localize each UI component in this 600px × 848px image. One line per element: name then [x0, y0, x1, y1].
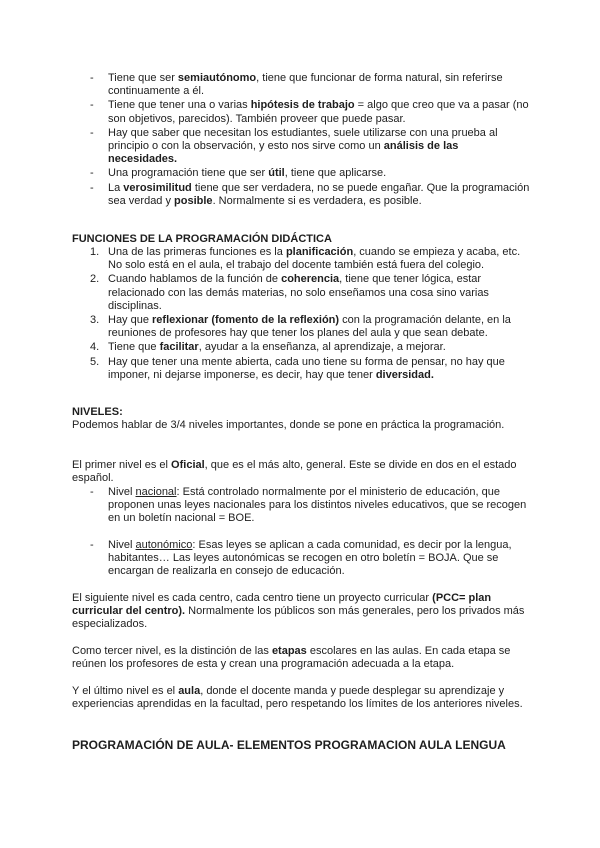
list-item: 4. Tiene que facilitar, ayudar a la enseñanza, al aprendizaje, a mejorar. [90, 341, 446, 354]
list-item: - Nivel nacional: Está controlado normalmente por el ministerio de educación, que proponen unas leyes nacionales para los distintos niveles educativos, que se recogen en un boletín nacional = BOE. [90, 486, 530, 526]
paragraph-etapas: Como tercer nivel, es la distinción de las etapas escolares en las aulas. En cada etapa se reúnen los profesores de esta y crean una programación adecuada a la etapa. [72, 645, 511, 671]
list-item: 2. Cuando hablamos de la función de coherencia, tiene que tener lógica, estar relacionado con las demás materias, no solo enseñamos una cosa sino varias disciplinas. [90, 273, 489, 312]
list-item: 5. Hay que tener una mente abierta, cada uno tiene su forma de pensar, no hay que imponer, ni dejarse imponerse, es decir, hay que tener diversidad. [90, 355, 505, 381]
nivel-nacional-list [90, 486, 530, 527]
paragraph-centro: El siguiente nivel es cada centro, cada centro tiene un proyecto curricular (PCC= plan curricular del centro). Normalmente los públicos son más generales, pero los privados más especializados. [72, 592, 525, 631]
list-item: - La verosimilitud tiene que ser verdadera, no se puede engañar. Que la programación sea verdad y posible. Normalmente si es verdadera, es posible. [90, 182, 530, 208]
niveles-heading: NIVELES: [72, 406, 123, 418]
paragraph-aula: Y el último nivel es el aula, donde el docente manda y puede desplegar su aprendizaje y experiencias aprendidas en la facultad, pero respetando los límites de los anteriores niveles. [72, 685, 523, 711]
list-item: - Una programación tiene que ser útil, tiene que aplicarse. [90, 167, 530, 180]
list-item: - Tiene que tener una o varias hipótesis de trabajo = algo que creo que va a pasar (no son objetivos, parecidos). También proveer que puede pasar. [90, 99, 530, 125]
list-item: - Hay que saber que necesitan los estudiantes, suele utilizarse con una prueba al principio o con la observación, y esto nos sirve como un análisis de las necesidades. [90, 127, 530, 167]
funciones-list [90, 246, 530, 383]
nivel-autonomico-list [90, 539, 530, 580]
list-item: 1. Una de las primeras funciones es la planificación, cuando se empieza y acaba, etc. No solo está en el aula, el trabajo del docente también está fuera del colegio. [90, 246, 521, 272]
funciones-heading: FUNCIONES DE LA PROGRAMACIÓN DIDÁCTICA [72, 233, 332, 245]
intro-list [90, 72, 530, 209]
list-item: - Tiene que ser semiautónomo, tiene que funcionar de forma natural, sin referirse continuamente a él. [90, 72, 530, 98]
list-item: 3. Hay que reflexionar (fomento de la reflexión) con la programación delante, en la reuniones de profesores hay que tener los planes del aula y que sean debate. [90, 314, 511, 340]
niveles-intro: Podemos hablar de 3/4 niveles importantes, donde se pone en práctica la programación. [72, 419, 505, 431]
list-item: - Nivel autonómico: Esas leyes se aplican a cada comunidad, es decir por la lengua, habitantes… Las leyes autonómicas se recogen en otro boletín = BOJA. Que se encargan de realizarla en consejo de educación. [90, 539, 530, 579]
paragraph-oficial: El primer nivel es el Oficial, que es el más alto, general. Este se divide en dos en el estado español. [72, 459, 517, 485]
final-heading: PROGRAMACIÓN DE AULA- ELEMENTOS PROGRAMACION AULA LENGUA [72, 738, 506, 752]
